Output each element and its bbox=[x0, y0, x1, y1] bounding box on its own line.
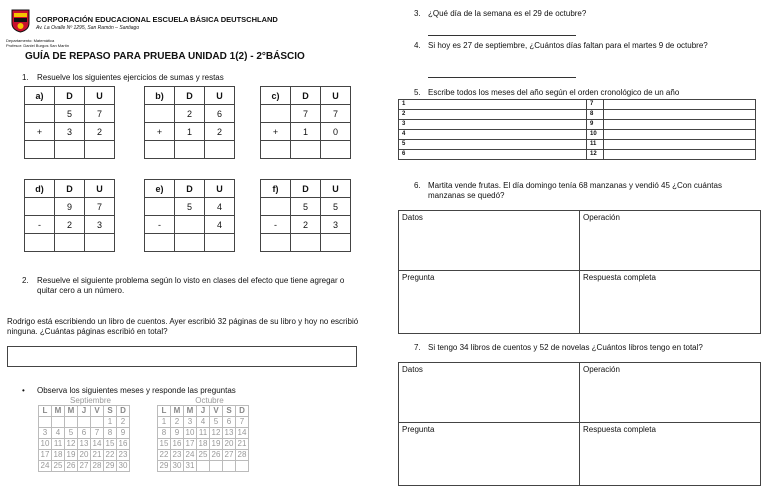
calendar-day: 8 bbox=[158, 428, 171, 439]
month-answer-cell[interactable] bbox=[604, 110, 756, 120]
answer-cell[interactable] bbox=[85, 234, 115, 252]
digit-cell: 4 bbox=[205, 216, 235, 234]
calendar-day: 6 bbox=[223, 417, 236, 428]
digit-cell: 2 bbox=[291, 216, 321, 234]
digit-cell: 6 bbox=[205, 105, 235, 123]
answer-cell[interactable] bbox=[55, 141, 85, 159]
q2-answer-box[interactable] bbox=[7, 346, 357, 367]
header-cell: U bbox=[205, 180, 235, 198]
calendar-month-title: Septiembre bbox=[70, 396, 111, 405]
weekday-header: D bbox=[236, 406, 249, 417]
page-title: GUÍA DE REPASO PARA PRUEBA UNIDAD 1(2) - 2°BÁSCIO bbox=[25, 51, 305, 62]
digit-cell bbox=[261, 105, 291, 123]
operation-table-1 bbox=[144, 86, 235, 159]
digit-cell: 2 bbox=[175, 105, 205, 123]
calendar-day bbox=[236, 461, 249, 472]
calendar-day: 1 bbox=[158, 417, 171, 428]
digit-cell: - bbox=[261, 216, 291, 234]
digit-cell: 1 bbox=[175, 123, 205, 141]
calendar-day: 21 bbox=[91, 450, 104, 461]
digit-cell: + bbox=[261, 123, 291, 141]
calendar-day: 16 bbox=[171, 439, 184, 450]
answer-cell[interactable] bbox=[261, 141, 291, 159]
weekday-header: M bbox=[171, 406, 184, 417]
calendar-day: 11 bbox=[197, 428, 210, 439]
q7-number: 7. bbox=[414, 343, 421, 352]
calendar-day: 4 bbox=[197, 417, 210, 428]
calendar-day: 3 bbox=[39, 428, 52, 439]
calendar-day: 6 bbox=[78, 428, 91, 439]
weekday-header: V bbox=[210, 406, 223, 417]
q2-problem: Rodrigo está escribiendo un libro de cuentos. Ayer escribió 32 páginas de su libro y hoy no escribió ninguna. ¿Cuántas páginas escribió en total? bbox=[7, 317, 359, 336]
digit-cell: + bbox=[145, 123, 175, 141]
header-cell: D bbox=[175, 87, 205, 105]
q6-work-grid bbox=[398, 210, 761, 334]
calendar-day: 12 bbox=[65, 439, 78, 450]
q6-operacion-label: Operación bbox=[583, 213, 620, 222]
answer-cell[interactable] bbox=[55, 234, 85, 252]
calendar-month-title: Octubre bbox=[195, 396, 224, 405]
q1-instruction: Resuelve los siguientes ejercicios de sumas y restas bbox=[37, 73, 224, 82]
calendar-day: 26 bbox=[210, 450, 223, 461]
calendar-day bbox=[39, 417, 52, 428]
q7-operacion-label: Operación bbox=[583, 365, 620, 374]
calendar-day: 23 bbox=[171, 450, 184, 461]
q3-question: ¿Qué día de la semana es el 29 de octubre? bbox=[428, 9, 587, 18]
digit-cell: - bbox=[25, 216, 55, 234]
weekday-header: S bbox=[223, 406, 236, 417]
calendar-day: 9 bbox=[171, 428, 184, 439]
month-number-cell: 10 bbox=[587, 130, 604, 140]
digit-cell: 5 bbox=[291, 198, 321, 216]
weekday-header: L bbox=[39, 406, 52, 417]
operation-table-0 bbox=[24, 86, 115, 159]
digit-cell: 3 bbox=[321, 216, 351, 234]
months-table bbox=[398, 99, 756, 160]
header-cell: U bbox=[321, 87, 351, 105]
answer-cell[interactable] bbox=[205, 141, 235, 159]
calendar-day: 1 bbox=[104, 417, 117, 428]
calendar-day: 27 bbox=[78, 461, 91, 472]
digit-cell: 9 bbox=[55, 198, 85, 216]
calendar-day: 7 bbox=[91, 428, 104, 439]
calendar-day: 20 bbox=[78, 450, 91, 461]
bullet: • bbox=[22, 386, 25, 395]
header-cell: a) bbox=[25, 87, 55, 105]
month-number-cell: 1 bbox=[399, 100, 587, 110]
weekday-header: V bbox=[91, 406, 104, 417]
answer-cell[interactable] bbox=[25, 234, 55, 252]
q6-question: Martita vende frutas. El día domingo tenía 68 manzanas y vendió 45 ¿Con cuántas manzanas se quedó? bbox=[428, 181, 722, 200]
digit-cell: 5 bbox=[321, 198, 351, 216]
calendar-day: 21 bbox=[236, 439, 249, 450]
q7-work-grid bbox=[398, 362, 761, 486]
answer-cell[interactable] bbox=[145, 141, 175, 159]
answer-cell[interactable] bbox=[145, 234, 175, 252]
weekday-header: M bbox=[65, 406, 78, 417]
calendar-day: 13 bbox=[78, 439, 91, 450]
header-cell: D bbox=[175, 180, 205, 198]
month-number-cell: 2 bbox=[399, 110, 587, 120]
calendar-day: 11 bbox=[52, 439, 65, 450]
digit-cell: 5 bbox=[55, 105, 85, 123]
calendar-day: 16 bbox=[117, 439, 130, 450]
q4-answer-line[interactable] bbox=[428, 77, 576, 78]
q5-question: Escribe todos los meses del año según el orden cronológico de un año bbox=[428, 88, 680, 97]
month-answer-cell[interactable] bbox=[604, 120, 756, 130]
digit-cell: 1 bbox=[291, 123, 321, 141]
q7-pregunta-label: Pregunta bbox=[402, 425, 435, 434]
header-cell: D bbox=[291, 87, 321, 105]
digit-cell bbox=[175, 216, 205, 234]
calendar-day: 12 bbox=[210, 428, 223, 439]
digit-cell: 3 bbox=[85, 216, 115, 234]
digit-cell: 2 bbox=[205, 123, 235, 141]
weekday-header: M bbox=[184, 406, 197, 417]
q5-number: 5. bbox=[414, 88, 421, 97]
weekday-header: J bbox=[197, 406, 210, 417]
digit-cell: 7 bbox=[85, 105, 115, 123]
school-name: CORPORACIÓN EDUCACIONAL ESCUELA BÁSICA DEUTSCHLAND bbox=[36, 15, 278, 24]
q6-number: 6. bbox=[414, 181, 421, 190]
digit-cell: 7 bbox=[321, 105, 351, 123]
month-number-cell: 5 bbox=[399, 140, 587, 150]
calendar-day: 15 bbox=[104, 439, 117, 450]
calendar-day: 7 bbox=[236, 417, 249, 428]
calendar-day: 28 bbox=[236, 450, 249, 461]
digit-cell: 5 bbox=[175, 198, 205, 216]
month-number-cell: 12 bbox=[587, 150, 604, 160]
operation-table-3 bbox=[24, 179, 115, 252]
weekday-header: L bbox=[158, 406, 171, 417]
month-number-cell: 7 bbox=[587, 100, 604, 110]
calendar-day: 14 bbox=[236, 428, 249, 439]
operation-table-4 bbox=[144, 179, 235, 252]
month-number-cell: 8 bbox=[587, 110, 604, 120]
answer-cell[interactable] bbox=[85, 141, 115, 159]
month-number-cell: 11 bbox=[587, 140, 604, 150]
operation-table-5 bbox=[260, 179, 351, 252]
weekday-header: J bbox=[78, 406, 91, 417]
calendar-day: 17 bbox=[39, 450, 52, 461]
digit-cell: + bbox=[25, 123, 55, 141]
month-number-cell: 3 bbox=[399, 120, 587, 130]
digit-cell bbox=[25, 198, 55, 216]
calendar-day bbox=[78, 417, 91, 428]
q2-instruction: Resuelve el siguiente problema según lo visto en clases del efecto que tiene agregar o quitar cero a un número. bbox=[37, 276, 345, 295]
month-answer-cell[interactable] bbox=[604, 100, 756, 110]
calendar-october bbox=[157, 396, 262, 484]
calendar-day: 19 bbox=[65, 450, 78, 461]
header-cell: U bbox=[321, 180, 351, 198]
answer-cell[interactable] bbox=[175, 234, 205, 252]
digit-cell: 2 bbox=[55, 216, 85, 234]
weekday-header: D bbox=[117, 406, 130, 417]
digit-cell bbox=[261, 198, 291, 216]
calendar-day: 20 bbox=[223, 439, 236, 450]
calendar-day: 14 bbox=[91, 439, 104, 450]
calendar-day bbox=[223, 461, 236, 472]
calendar-day: 18 bbox=[197, 439, 210, 450]
answer-cell[interactable] bbox=[25, 141, 55, 159]
month-answer-cell[interactable] bbox=[604, 130, 756, 140]
digit-cell: - bbox=[145, 216, 175, 234]
header-cell: U bbox=[85, 87, 115, 105]
month-number-cell: 6 bbox=[399, 150, 587, 160]
digit-cell: 7 bbox=[291, 105, 321, 123]
digit-cell bbox=[25, 105, 55, 123]
school-crest-logo bbox=[11, 9, 30, 33]
answer-cell[interactable] bbox=[205, 234, 235, 252]
calendar-day bbox=[91, 417, 104, 428]
month-answer-cell[interactable] bbox=[604, 140, 756, 150]
digit-cell bbox=[145, 105, 175, 123]
digit-cell: 0 bbox=[321, 123, 351, 141]
calendar-day: 24 bbox=[184, 450, 197, 461]
calendar-day: 24 bbox=[39, 461, 52, 472]
weekday-header: M bbox=[52, 406, 65, 417]
answer-cell[interactable] bbox=[321, 234, 351, 252]
calendar-day: 15 bbox=[158, 439, 171, 450]
calendar-day: 18 bbox=[52, 450, 65, 461]
calendar-day: 26 bbox=[65, 461, 78, 472]
calendar-day: 29 bbox=[158, 461, 171, 472]
months-instruction: Observa los siguientes meses y responde las preguntas bbox=[37, 386, 236, 395]
teacher-label: Profesor: Daniel Burgos San Martín bbox=[6, 43, 70, 48]
answer-cell[interactable] bbox=[261, 234, 291, 252]
calendar-day: 2 bbox=[171, 417, 184, 428]
calendar-day: 3 bbox=[184, 417, 197, 428]
answer-cell[interactable] bbox=[321, 141, 351, 159]
calendar-day bbox=[65, 417, 78, 428]
calendar-day: 10 bbox=[184, 428, 197, 439]
digit-cell: 3 bbox=[55, 123, 85, 141]
calendar-day: 31 bbox=[184, 461, 197, 472]
calendar-day: 5 bbox=[210, 417, 223, 428]
calendar-day: 5 bbox=[65, 428, 78, 439]
calendar-day: 17 bbox=[184, 439, 197, 450]
calendar-day: 23 bbox=[117, 450, 130, 461]
q3-answer-line[interactable] bbox=[428, 35, 576, 36]
calendar-day: 13 bbox=[223, 428, 236, 439]
header-cell: b) bbox=[145, 87, 175, 105]
calendar-day: 9 bbox=[117, 428, 130, 439]
calendar-day: 28 bbox=[91, 461, 104, 472]
q6-datos-label: Datos bbox=[402, 213, 423, 222]
header-cell: U bbox=[205, 87, 235, 105]
calendar-day: 27 bbox=[223, 450, 236, 461]
q4-question: Si hoy es 27 de septiembre, ¿Cuántos días faltan para el martes 9 de octubre? bbox=[428, 41, 708, 50]
q6-pregunta-label: Pregunta bbox=[402, 273, 435, 282]
calendar-day bbox=[52, 417, 65, 428]
calendar-day: 2 bbox=[117, 417, 130, 428]
month-answer-cell[interactable] bbox=[604, 150, 756, 160]
calendar-day bbox=[210, 461, 223, 472]
calendar-day: 29 bbox=[104, 461, 117, 472]
calendar-day: 22 bbox=[104, 450, 117, 461]
calendar-day: 30 bbox=[117, 461, 130, 472]
digit-cell: 2 bbox=[85, 123, 115, 141]
q7-respuesta-label: Respuesta completa bbox=[583, 425, 656, 434]
header-cell: D bbox=[55, 87, 85, 105]
q3-number: 3. bbox=[414, 9, 421, 18]
calendar-day: 4 bbox=[52, 428, 65, 439]
month-number-cell: 9 bbox=[587, 120, 604, 130]
operation-table-2 bbox=[260, 86, 351, 159]
digit-cell: 4 bbox=[205, 198, 235, 216]
header-cell: U bbox=[85, 180, 115, 198]
q7-question: Si tengo 34 libros de cuentos y 52 de novelas ¿Cuántos libros tengo en total? bbox=[428, 343, 703, 352]
calendar-september bbox=[38, 396, 143, 484]
calendar-day: 30 bbox=[171, 461, 184, 472]
header-cell: d) bbox=[25, 180, 55, 198]
calendar-day: 25 bbox=[197, 450, 210, 461]
header-cell: D bbox=[55, 180, 85, 198]
month-number-cell: 4 bbox=[399, 130, 587, 140]
header-cell: e) bbox=[145, 180, 175, 198]
calendar-day: 19 bbox=[210, 439, 223, 450]
q1-number: 1. bbox=[22, 73, 29, 82]
department-label: Departamento: Matemática bbox=[6, 38, 55, 43]
header-cell: c) bbox=[261, 87, 291, 105]
answer-cell[interactable] bbox=[291, 141, 321, 159]
calendar-day bbox=[197, 461, 210, 472]
school-address: Av. La Ovalle Nº 1295, San Ramón – Santiago bbox=[36, 25, 140, 31]
weekday-header: S bbox=[104, 406, 117, 417]
calendar-day: 8 bbox=[104, 428, 117, 439]
q6-respuesta-label: Respuesta completa bbox=[583, 273, 656, 282]
q2-number: 2. bbox=[22, 276, 29, 285]
header-cell: D bbox=[291, 180, 321, 198]
header-cell: f) bbox=[261, 180, 291, 198]
answer-cell[interactable] bbox=[291, 234, 321, 252]
calendar-day: 25 bbox=[52, 461, 65, 472]
calendar-day: 10 bbox=[39, 439, 52, 450]
answer-cell[interactable] bbox=[175, 141, 205, 159]
digit-cell bbox=[145, 198, 175, 216]
q7-datos-label: Datos bbox=[402, 365, 423, 374]
digit-cell: 7 bbox=[85, 198, 115, 216]
q4-number: 4. bbox=[414, 41, 421, 50]
calendar-day: 22 bbox=[158, 450, 171, 461]
